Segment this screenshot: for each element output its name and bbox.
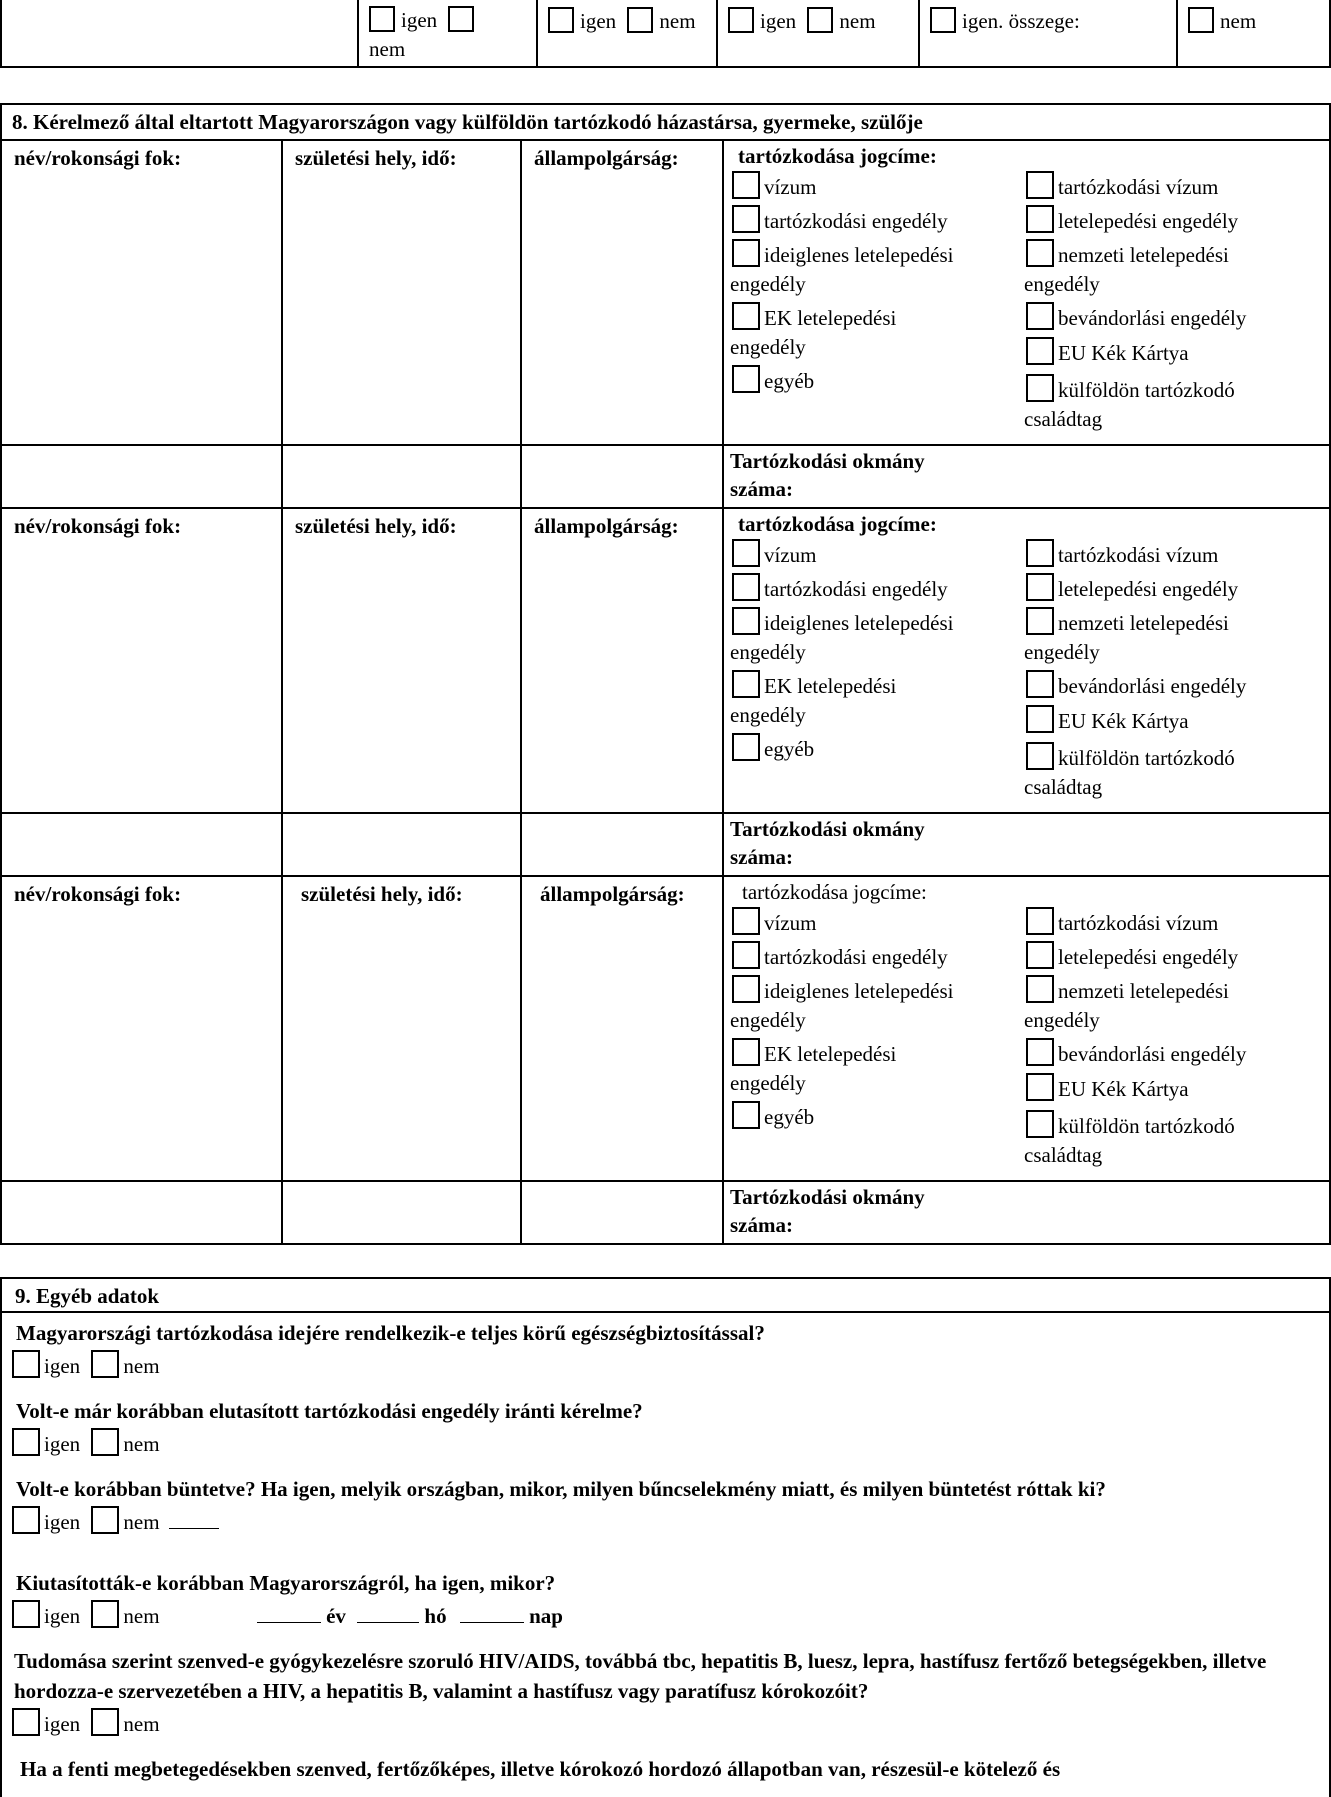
checkbox-igen[interactable] <box>369 6 395 32</box>
label-igen: igen <box>401 8 438 32</box>
answer-expelled <box>12 1600 563 1631</box>
checkbox-igen[interactable] <box>12 1600 40 1628</box>
person-row-1 <box>1 140 1330 445</box>
citizenship-label: állampolgárság: <box>540 882 685 907</box>
checkbox-nem[interactable] <box>91 1350 119 1378</box>
option-continuation: családtag <box>1024 1143 1103 1168</box>
input-citizenship[interactable] <box>521 813 723 876</box>
answer-rejected-permit <box>12 1428 160 1459</box>
input-birth[interactable] <box>282 445 521 508</box>
input-name[interactable] <box>1 813 282 876</box>
person-row-2 <box>1 508 1330 813</box>
birth-label: születési hely, idő: <box>295 514 457 539</box>
label-day: nap <box>529 1604 563 1628</box>
option-tartozkodasi-vizum[interactable]: tartózkodási vízum <box>1026 539 1218 570</box>
label-nem: nem <box>123 1432 160 1456</box>
label-igen: igen <box>44 1432 81 1456</box>
question-infectious-disease: Tudomása szerint szenved-e gyógykezelésre szoruló HIV/AIDS, továbbá tbc, hepatitis B, luesz, lepra, hastífusz fertőző betegségekben, illetve hordozza-e szervezetében a HIV, a hepatitis B, valamint a hastífusz vagy paratífusz kórokozóit? <box>14 1649 1267 1704</box>
input-citizenship[interactable] <box>521 1181 723 1244</box>
checkbox-nem[interactable] <box>448 6 474 32</box>
answer-criminal-record <box>12 1506 219 1537</box>
option-letelepedesi-engedely[interactable]: letelepedési engedély <box>1026 205 1238 236</box>
doc-number-label: Tartózkodási okmány <box>730 817 925 842</box>
doc-number-label: Tartózkodási okmány <box>730 1185 925 1210</box>
option-vizum[interactable]: vízum <box>732 907 817 938</box>
answer-infectious-disease <box>12 1708 160 1739</box>
section9-title: 9. Egyéb adatok <box>2 1279 1329 1313</box>
option-eu-kek-kartya[interactable]: EU Kék Kártya <box>1026 337 1189 368</box>
name-label: név/rokonsági fok: <box>14 882 182 907</box>
checkbox-nem[interactable] <box>91 1506 119 1534</box>
section9-box <box>0 1277 1331 1797</box>
question-criminal-record: Volt-e korábban büntetve? Ha igen, melyik országban, mikor, milyen bűncselekmény miatt, és milyen büntetést róttak ki? <box>16 1477 1106 1501</box>
doc-number-label: Tartózkodási okmány <box>730 449 925 474</box>
checkbox-igen[interactable] <box>930 7 956 33</box>
label-igen-osszege: igen. összege: <box>962 9 1080 33</box>
option-continuation: engedély <box>1024 1008 1100 1033</box>
option-bevandorlasi-engedely[interactable]: bevándorlási engedély <box>1026 1038 1246 1069</box>
doc-number-label: száma: <box>730 1212 793 1237</box>
option-continuation: családtag <box>1024 775 1103 800</box>
input-name[interactable] <box>1 445 282 508</box>
option-kulfoldon-tartozkodo[interactable]: külföldön tartózkodó <box>1026 742 1235 773</box>
option-egyeb[interactable]: egyéb <box>732 733 814 764</box>
option-eu-kek-kartya[interactable]: EU Kék Kártya <box>1026 1073 1189 1104</box>
top-row-cell-1 <box>358 0 537 67</box>
option-continuation: engedély <box>730 703 806 728</box>
option-tartozkodasi-vizum[interactable]: tartózkodási vízum <box>1026 907 1218 938</box>
option-kulfoldon-tartozkodo[interactable]: külföldön tartózkodó <box>1026 1110 1235 1141</box>
section8-table <box>0 103 1331 1245</box>
label-igen: igen <box>760 9 797 33</box>
checkbox-igen[interactable] <box>12 1428 40 1456</box>
option-tartozkodasi-engedely[interactable]: tartózkodási engedély <box>732 941 948 972</box>
checkbox-nem[interactable] <box>627 7 653 33</box>
label-igen: igen <box>44 1712 81 1736</box>
option-egyeb[interactable]: egyéb <box>732 365 814 396</box>
top-row-cell-5 <box>1177 0 1330 67</box>
label-igen: igen <box>44 1510 81 1534</box>
question-rejected-permit: Volt-e már korábban elutasított tartózkodási engedély iránti kérelme? <box>16 1399 643 1423</box>
doc-row-2 <box>1 813 1330 876</box>
checkbox-nem[interactable] <box>1188 7 1214 33</box>
option-tartozkodasi-engedely[interactable]: tartózkodási engedély <box>732 573 948 604</box>
option-tartozkodasi-engedely[interactable]: tartózkodási engedély <box>732 205 948 236</box>
option-letelepedesi-engedely[interactable]: letelepedési engedély <box>1026 573 1238 604</box>
status-label: tartózkodása jogcíme: <box>738 512 937 537</box>
doc-number-label: száma: <box>730 844 793 869</box>
month-blank[interactable] <box>357 1622 419 1623</box>
label-nem: nem <box>1220 9 1257 33</box>
option-ek-letelepedesi[interactable]: EK letelepedési <box>732 302 896 333</box>
input-name[interactable] <box>1 1181 282 1244</box>
option-egyeb[interactable]: egyéb <box>732 1101 814 1132</box>
option-nemzeti-letelepedesi[interactable]: nemzeti letelepedési <box>1026 975 1229 1006</box>
checkbox-nem[interactable] <box>91 1600 119 1628</box>
status-label: tartózkodása jogcíme: <box>738 144 937 169</box>
doc-row-3 <box>1 1181 1330 1244</box>
section8-title: 8. Kérelmező által eltartott Magyarországon vagy külföldön tartózkodó házastársa, gyermeke, szülője <box>1 104 1330 140</box>
option-tartozkodasi-vizum[interactable]: tartózkodási vízum <box>1026 171 1218 202</box>
option-kulfoldon-tartozkodo[interactable]: külföldön tartózkodó <box>1026 374 1235 405</box>
option-ideiglenes-letelepedesi[interactable]: ideiglenes letelepedési <box>732 975 954 1006</box>
option-bevandorlasi-engedely[interactable]: bevándorlási engedély <box>1026 670 1246 701</box>
person-row-3 <box>1 876 1330 1181</box>
label-nem: nem <box>369 37 406 62</box>
option-continuation: engedély <box>730 335 806 360</box>
option-letelepedesi-engedely[interactable]: letelepedési engedély <box>1026 941 1238 972</box>
option-ek-letelepedesi[interactable]: EK letelepedési <box>732 1038 896 1069</box>
day-blank[interactable] <box>460 1622 524 1623</box>
top-row-empty-cell <box>1 0 358 67</box>
doc-row-1 <box>1 445 1330 508</box>
option-continuation: engedély <box>730 272 806 297</box>
option-continuation: engedély <box>730 1071 806 1096</box>
label-nem: nem <box>659 9 696 33</box>
option-ideiglenes-letelepedesi[interactable]: ideiglenes letelepedési <box>732 239 954 270</box>
checkbox-nem[interactable] <box>91 1428 119 1456</box>
input-citizenship[interactable] <box>521 445 723 508</box>
label-nem: nem <box>123 1354 160 1378</box>
name-label: név/rokonsági fok: <box>14 146 182 171</box>
question-health-insurance: Magyarországi tartózkodása idejére rendelkezik-e teljes körű egészségbiztosítással? <box>16 1321 765 1345</box>
option-continuation: engedély <box>1024 640 1100 665</box>
top-row-table <box>0 0 1331 68</box>
doc-number-label: száma: <box>730 476 793 501</box>
citizenship-label: állampolgárság: <box>534 514 679 539</box>
citizenship-label: állampolgárság: <box>534 146 679 171</box>
question-expelled: Kiutasították-e korábban Magyarországról, ha igen, mikor? <box>16 1571 556 1595</box>
label-nem: nem <box>123 1712 160 1736</box>
checkbox-nem[interactable] <box>91 1708 119 1736</box>
birth-label: születési hely, idő: <box>295 146 457 171</box>
checkbox-igen[interactable] <box>548 7 574 33</box>
label-igen: igen <box>580 9 617 33</box>
label-nem: nem <box>839 9 876 33</box>
status-label: tartózkodása jogcíme: <box>742 880 927 905</box>
birth-label: születési hely, idő: <box>301 882 463 907</box>
option-continuation: családtag <box>1024 407 1103 432</box>
name-label: név/rokonsági fok: <box>14 514 182 539</box>
option-nemzeti-letelepedesi[interactable]: nemzeti letelepedési <box>1026 239 1229 270</box>
label-nem: nem <box>123 1510 160 1534</box>
label-year: év <box>326 1604 346 1628</box>
year-blank[interactable] <box>257 1622 321 1623</box>
option-continuation: engedély <box>1024 272 1100 297</box>
checkbox-igen[interactable] <box>12 1350 40 1378</box>
checkbox-nem[interactable] <box>807 7 833 33</box>
label-igen: igen <box>44 1604 81 1628</box>
checkbox-igen[interactable] <box>728 7 754 33</box>
checkbox-igen[interactable] <box>12 1708 40 1736</box>
top-row-cell-2 <box>537 0 717 67</box>
label-month: hó <box>424 1604 447 1628</box>
option-continuation: engedély <box>730 640 806 665</box>
top-row-cell-3 <box>717 0 919 67</box>
top-row-cell-4 <box>919 0 1177 67</box>
option-ideiglenes-letelepedesi[interactable]: ideiglenes letelepedési <box>732 607 954 638</box>
option-vizum[interactable]: vízum <box>732 171 817 202</box>
answer-health-insurance <box>12 1350 160 1381</box>
checkbox-igen[interactable] <box>12 1506 40 1534</box>
option-continuation: engedély <box>730 1008 806 1033</box>
question-mandatory-treatment: Ha a fenti megbetegedésekben szenved, fertőzőképes, illetve kórokozó hordozó állapotban van, részesül-e kötelező és <box>20 1757 1061 1781</box>
option-bevandorlasi-engedely[interactable]: bevándorlási engedély <box>1026 302 1246 333</box>
option-eu-kek-kartya[interactable]: EU Kék Kártya <box>1026 705 1189 736</box>
label-nem: nem <box>123 1604 160 1628</box>
option-ek-letelepedesi[interactable]: EK letelepedési <box>732 670 896 701</box>
input-birth[interactable] <box>282 813 521 876</box>
blank-line[interactable] <box>169 1528 219 1529</box>
label-igen: igen <box>44 1354 81 1378</box>
option-vizum[interactable]: vízum <box>732 539 817 570</box>
option-nemzeti-letelepedesi[interactable]: nemzeti letelepedési <box>1026 607 1229 638</box>
input-birth[interactable] <box>282 1181 521 1244</box>
